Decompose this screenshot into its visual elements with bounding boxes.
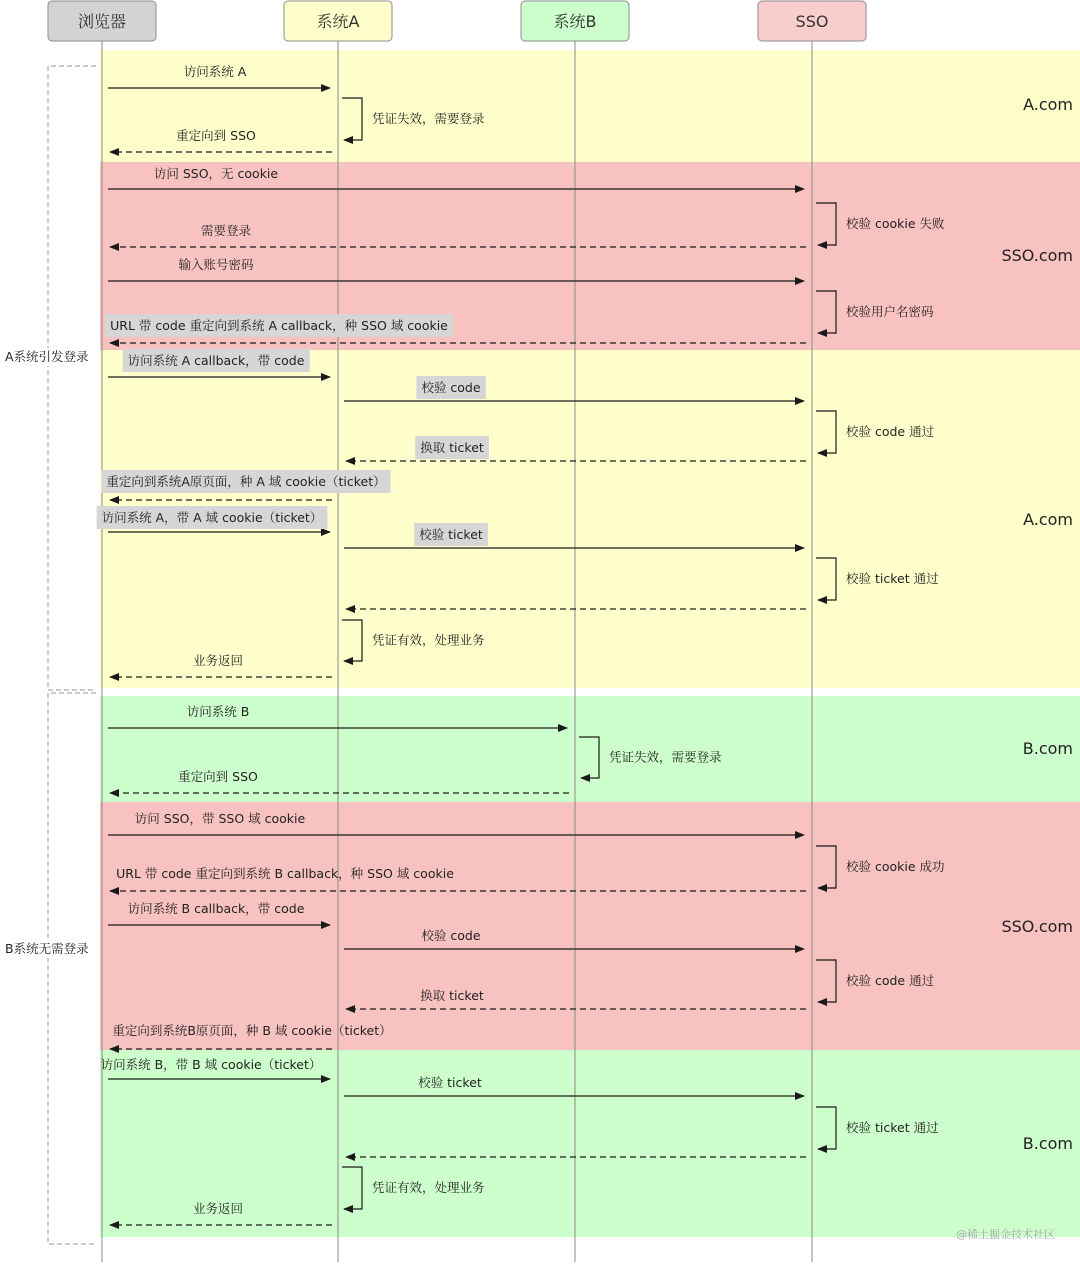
self-call-label: 校验 cookie 失败	[846, 216, 945, 231]
message-label: 重定向到 SSO	[178, 769, 258, 784]
message-label: 重定向到系统B原页面，种 B 域 cookie（ticket）	[112, 1023, 392, 1038]
message-label: 校验 ticket	[419, 527, 483, 542]
message-label: URL 带 code 重定向到系统 B callback，种 SSO 域 cookie	[116, 866, 454, 881]
self-call-label: 校验 cookie 成功	[846, 859, 945, 874]
domain-label: B.com	[1022, 739, 1073, 758]
message-label: 业务返回	[192, 653, 244, 668]
message-label: 校验 code	[421, 928, 481, 943]
watermark: @稀土掘金技术社区	[956, 1228, 1055, 1241]
message-label: 访问系统 A，带 A 域 cookie（ticket）	[101, 510, 323, 525]
group-label: B系统无需登录	[5, 941, 89, 956]
message-label: 访问 SSO，无 cookie	[153, 166, 279, 181]
message-label: 访问系统 A	[183, 64, 247, 79]
domain-zone	[100, 50, 1080, 162]
participant-label: 浏览器	[77, 12, 127, 31]
message-label: 访问系统 B	[186, 704, 250, 719]
participant-label: SSO	[795, 12, 829, 31]
message-label: 访问系统 B callback，带 code	[127, 901, 305, 916]
self-call-label: 校验 ticket 通过	[846, 571, 939, 586]
domain-zone	[100, 802, 1080, 1050]
group-label: A系统引发登录	[5, 349, 89, 364]
self-call-label: 凭证有效，处理业务	[372, 1180, 485, 1195]
message-label: 业务返回	[192, 1201, 244, 1216]
message-label: 换取 ticket	[420, 440, 484, 455]
self-call-label: 凭证有效，处理业务	[372, 632, 485, 648]
group-bracket	[48, 66, 96, 690]
domain-label: B.com	[1022, 1134, 1073, 1153]
message-label: 访问系统 B，带 B 域 cookie（ticket）	[100, 1057, 322, 1072]
domain-zone	[100, 1050, 1080, 1237]
message-label: URL 带 code 重定向到系统 A callback，种 SSO 域 cookie	[110, 318, 448, 333]
domain-label: A.com	[1023, 95, 1073, 114]
message-label: 重定向到系统A原页面，种 A 域 cookie（ticket）	[106, 474, 386, 489]
message-label: 访问系统 A callback，带 code	[127, 353, 305, 368]
message-label: 校验 ticket	[418, 1075, 482, 1090]
participant-label: 系统A	[316, 12, 360, 31]
message-label: 换取 ticket	[420, 988, 484, 1003]
self-call-label: 凭证失效，需要登录	[609, 749, 722, 765]
message-label: 访问 SSO，带 SSO 域 cookie	[134, 811, 306, 826]
self-call-label: 校验用户名密码	[846, 304, 934, 319]
participant-label: 系统B	[553, 12, 597, 31]
message-label: 输入账号密码	[178, 257, 254, 272]
group-bracket	[48, 693, 96, 1244]
self-call-label: 校验 code 通过	[846, 424, 935, 439]
message-label: 重定向到 SSO	[176, 128, 256, 143]
self-call-label: 校验 ticket 通过	[846, 1120, 939, 1135]
domain-label: SSO.com	[1001, 917, 1073, 936]
message-label: 需要登录	[200, 223, 252, 238]
domain-label: SSO.com	[1001, 246, 1073, 265]
domain-label: A.com	[1023, 510, 1073, 529]
message-label: 校验 code	[421, 380, 481, 395]
self-call-label: 校验 code 通过	[846, 973, 935, 988]
self-call-label: 凭证失效，需要登录	[372, 111, 485, 126]
